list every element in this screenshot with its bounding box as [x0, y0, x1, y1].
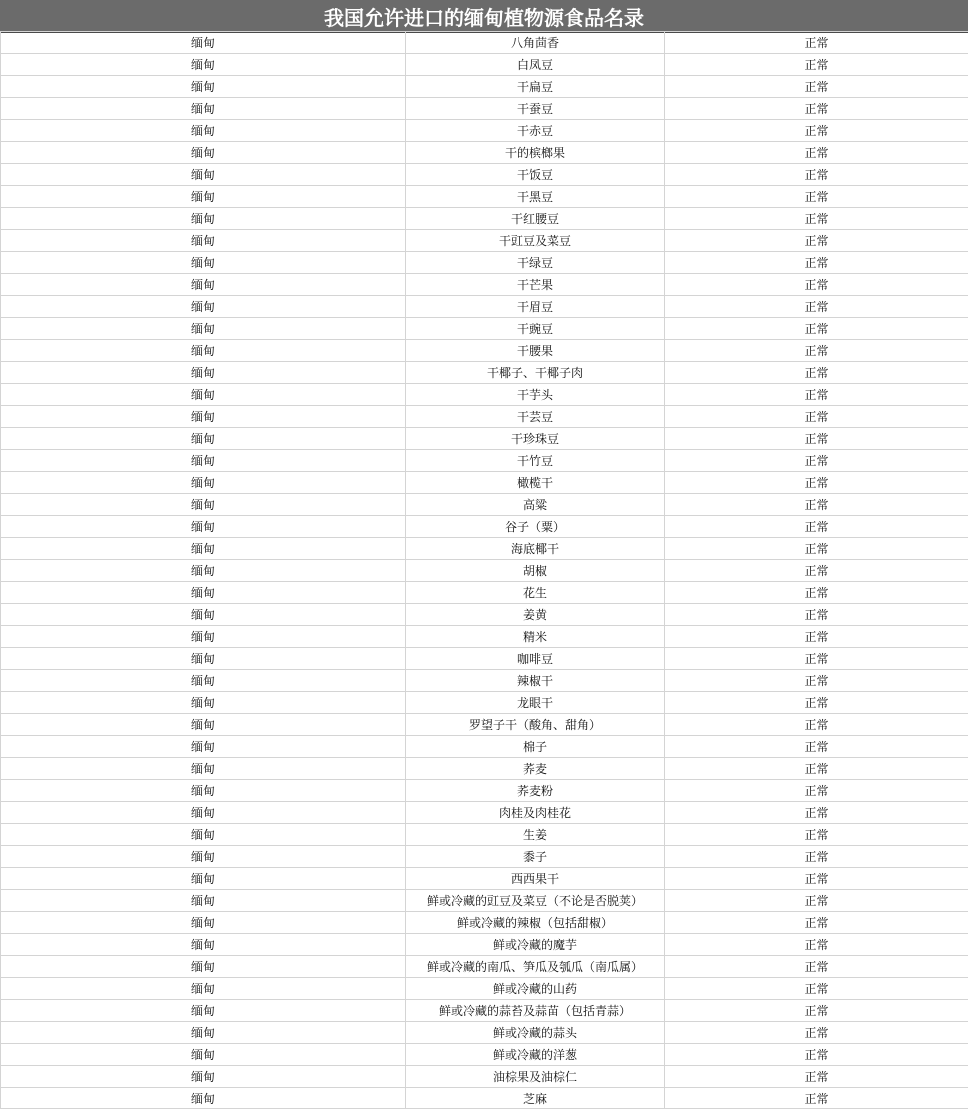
cell-country[interactable]: 缅甸 [1, 670, 406, 692]
cell-product[interactable]: 八角茴香 [406, 32, 665, 54]
cell-country[interactable]: 缅甸 [1, 164, 406, 186]
cell-product[interactable]: 姜黄 [406, 604, 665, 626]
cell-status[interactable]: 正常 [665, 296, 968, 318]
table-row [1, 670, 968, 692]
cell-status[interactable]: 正常 [665, 54, 968, 76]
food-list-table [0, 31, 968, 1109]
cell-country[interactable]: 缅甸 [1, 714, 406, 736]
cell-status[interactable]: 正常 [665, 648, 968, 670]
table-title: 我国允许进口的缅甸植物源食品名录 [0, 0, 968, 33]
cell-status[interactable]: 正常 [665, 516, 968, 538]
cell-country[interactable]: 缅甸 [1, 1044, 406, 1066]
cell-product[interactable]: 芝麻 [406, 1088, 665, 1109]
cell-product[interactable]: 辣椒干 [406, 670, 665, 692]
cell-status[interactable]: 正常 [665, 736, 968, 758]
cell-country[interactable]: 缅甸 [1, 318, 406, 340]
cell-status[interactable]: 正常 [665, 32, 968, 54]
cell-product[interactable]: 干豇豆及菜豆 [406, 230, 665, 252]
table-row [1, 626, 968, 648]
table-row [1, 164, 968, 186]
cell-status[interactable]: 正常 [665, 1044, 968, 1066]
cell-status[interactable]: 正常 [665, 560, 968, 582]
table-row [1, 296, 968, 318]
cell-product[interactable]: 鲜或冷藏的洋葱 [406, 1044, 665, 1066]
cell-status[interactable]: 正常 [665, 956, 968, 978]
cell-product[interactable]: 干赤豆 [406, 120, 665, 142]
cell-product[interactable]: 干眉豆 [406, 296, 665, 318]
table-row [1, 384, 968, 406]
cell-status[interactable]: 正常 [665, 1022, 968, 1044]
cell-product[interactable]: 海底椰干 [406, 538, 665, 560]
cell-country[interactable]: 缅甸 [1, 98, 406, 120]
cell-status[interactable]: 正常 [665, 76, 968, 98]
cell-country[interactable]: 缅甸 [1, 648, 406, 670]
table-row [1, 868, 968, 890]
cell-product[interactable]: 高粱 [406, 494, 665, 516]
table-row [1, 978, 968, 1000]
table-row [1, 604, 968, 626]
cell-status[interactable]: 正常 [665, 868, 968, 890]
cell-status[interactable]: 正常 [665, 670, 968, 692]
cell-product[interactable]: 棉子 [406, 736, 665, 758]
cell-country[interactable]: 缅甸 [1, 1022, 406, 1044]
cell-country[interactable]: 缅甸 [1, 120, 406, 142]
cell-status[interactable]: 正常 [665, 626, 968, 648]
cell-status[interactable]: 正常 [665, 824, 968, 846]
table-row [1, 934, 968, 956]
table-row [1, 318, 968, 340]
table-row [1, 1066, 968, 1088]
cell-status[interactable]: 正常 [665, 912, 968, 934]
table-row [1, 252, 968, 274]
cell-status[interactable]: 正常 [665, 164, 968, 186]
table-row [1, 714, 968, 736]
cell-status[interactable]: 正常 [665, 120, 968, 142]
cell-status[interactable]: 正常 [665, 252, 968, 274]
table-row [1, 274, 968, 296]
cell-country[interactable]: 缅甸 [1, 142, 406, 164]
cell-country[interactable]: 缅甸 [1, 450, 406, 472]
table-row [1, 230, 968, 252]
cell-country[interactable]: 缅甸 [1, 76, 406, 98]
cell-country[interactable]: 缅甸 [1, 934, 406, 956]
cell-country[interactable]: 缅甸 [1, 208, 406, 230]
table-row [1, 692, 968, 714]
table-row [1, 648, 968, 670]
table-row [1, 54, 968, 76]
cell-country[interactable]: 缅甸 [1, 252, 406, 274]
cell-country[interactable]: 缅甸 [1, 186, 406, 208]
cell-product[interactable]: 罗望子干（酸角、甜角） [406, 714, 665, 736]
cell-product[interactable]: 鲜或冷藏的蒜苔及蒜苗（包括青蒜） [406, 1000, 665, 1022]
cell-status[interactable]: 正常 [665, 428, 968, 450]
table-row [1, 494, 968, 516]
table-row [1, 362, 968, 384]
cell-country[interactable]: 缅甸 [1, 956, 406, 978]
cell-country[interactable]: 缅甸 [1, 516, 406, 538]
cell-country[interactable]: 缅甸 [1, 54, 406, 76]
cell-country[interactable]: 缅甸 [1, 274, 406, 296]
cell-status[interactable]: 正常 [665, 98, 968, 120]
table-row [1, 890, 968, 912]
cell-product[interactable]: 鲜或冷藏的南瓜、笋瓜及瓠瓜（南瓜属） [406, 956, 665, 978]
table-row [1, 538, 968, 560]
cell-country[interactable]: 缅甸 [1, 868, 406, 890]
cell-status[interactable]: 正常 [665, 934, 968, 956]
cell-status[interactable]: 正常 [665, 384, 968, 406]
cell-country[interactable]: 缅甸 [1, 912, 406, 934]
cell-status[interactable]: 正常 [665, 890, 968, 912]
table-row [1, 824, 968, 846]
cell-product[interactable]: 干腰果 [406, 340, 665, 362]
table-row [1, 406, 968, 428]
cell-status[interactable]: 正常 [665, 186, 968, 208]
table-row [1, 516, 968, 538]
table-row [1, 956, 968, 978]
cell-status[interactable]: 正常 [665, 802, 968, 824]
table-row [1, 208, 968, 230]
cell-status[interactable]: 正常 [665, 406, 968, 428]
cell-country[interactable]: 缅甸 [1, 538, 406, 560]
cell-product[interactable]: 干珍珠豆 [406, 428, 665, 450]
table-row [1, 1000, 968, 1022]
cell-country[interactable]: 缅甸 [1, 582, 406, 604]
cell-country[interactable]: 缅甸 [1, 560, 406, 582]
cell-country[interactable]: 缅甸 [1, 296, 406, 318]
cell-product[interactable]: 干豌豆 [406, 318, 665, 340]
table-row [1, 76, 968, 98]
cell-status[interactable]: 正常 [665, 340, 968, 362]
cell-product[interactable]: 胡椒 [406, 560, 665, 582]
cell-product[interactable]: 油棕果及油棕仁 [406, 1066, 665, 1088]
cell-country[interactable]: 缅甸 [1, 846, 406, 868]
cell-country[interactable]: 缅甸 [1, 494, 406, 516]
cell-product[interactable]: 干饭豆 [406, 164, 665, 186]
table-row [1, 582, 968, 604]
cell-status[interactable]: 正常 [665, 604, 968, 626]
table-row [1, 846, 968, 868]
cell-country[interactable]: 缅甸 [1, 604, 406, 626]
table-row [1, 32, 968, 54]
cell-status[interactable]: 正常 [665, 1088, 968, 1109]
cell-product[interactable]: 谷子（粟） [406, 516, 665, 538]
cell-product[interactable]: 咖啡豆 [406, 648, 665, 670]
cell-product[interactable]: 干黑豆 [406, 186, 665, 208]
table-row [1, 802, 968, 824]
cell-status[interactable]: 正常 [665, 1066, 968, 1088]
cell-country[interactable]: 缅甸 [1, 230, 406, 252]
cell-product[interactable]: 干扁豆 [406, 76, 665, 98]
table-row [1, 98, 968, 120]
cell-product[interactable]: 荞麦粉 [406, 780, 665, 802]
cell-product[interactable]: 黍子 [406, 846, 665, 868]
cell-status[interactable]: 正常 [665, 230, 968, 252]
table-row [1, 450, 968, 472]
cell-product[interactable]: 干芸豆 [406, 406, 665, 428]
cell-country[interactable]: 缅甸 [1, 362, 406, 384]
table-row [1, 736, 968, 758]
cell-country[interactable]: 缅甸 [1, 824, 406, 846]
cell-product[interactable]: 西西果干 [406, 868, 665, 890]
cell-status[interactable]: 正常 [665, 538, 968, 560]
cell-country[interactable]: 缅甸 [1, 780, 406, 802]
cell-status[interactable]: 正常 [665, 978, 968, 1000]
cell-status[interactable]: 正常 [665, 714, 968, 736]
cell-status[interactable]: 正常 [665, 362, 968, 384]
cell-country[interactable]: 缅甸 [1, 758, 406, 780]
cell-product[interactable]: 橄榄干 [406, 472, 665, 494]
cell-country[interactable]: 缅甸 [1, 472, 406, 494]
cell-country[interactable]: 缅甸 [1, 626, 406, 648]
cell-status[interactable]: 正常 [665, 472, 968, 494]
table-row [1, 428, 968, 450]
cell-product[interactable]: 肉桂及肉桂花 [406, 802, 665, 824]
cell-product[interactable]: 干椰子、干椰子肉 [406, 362, 665, 384]
cell-product[interactable]: 干芋头 [406, 384, 665, 406]
cell-status[interactable]: 正常 [665, 758, 968, 780]
cell-product[interactable]: 鲜或冷藏的辣椒（包括甜椒） [406, 912, 665, 934]
cell-country[interactable]: 缅甸 [1, 978, 406, 1000]
cell-product[interactable]: 荞麦 [406, 758, 665, 780]
table-row [1, 1044, 968, 1066]
cell-product[interactable]: 干绿豆 [406, 252, 665, 274]
table-row [1, 758, 968, 780]
cell-status[interactable]: 正常 [665, 494, 968, 516]
table-row [1, 1088, 968, 1109]
cell-product[interactable]: 鲜或冷藏的山药 [406, 978, 665, 1000]
cell-country[interactable]: 缅甸 [1, 1000, 406, 1022]
table-row [1, 340, 968, 362]
cell-country[interactable]: 缅甸 [1, 1066, 406, 1088]
cell-country[interactable]: 缅甸 [1, 890, 406, 912]
table-row [1, 472, 968, 494]
cell-country[interactable]: 缅甸 [1, 384, 406, 406]
cell-product[interactable]: 生姜 [406, 824, 665, 846]
cell-product[interactable]: 精米 [406, 626, 665, 648]
cell-status[interactable]: 正常 [665, 692, 968, 714]
cell-product[interactable]: 干的槟榔果 [406, 142, 665, 164]
cell-country[interactable]: 缅甸 [1, 736, 406, 758]
cell-product[interactable]: 干竹豆 [406, 450, 665, 472]
cell-product[interactable]: 鲜或冷藏的豇豆及菜豆（不论是否脱荚） [406, 890, 665, 912]
cell-country[interactable]: 缅甸 [1, 32, 406, 54]
table-row [1, 120, 968, 142]
cell-product[interactable]: 干蚕豆 [406, 98, 665, 120]
cell-status[interactable]: 正常 [665, 274, 968, 296]
cell-status[interactable]: 正常 [665, 318, 968, 340]
cell-status[interactable]: 正常 [665, 846, 968, 868]
cell-country[interactable]: 缅甸 [1, 1088, 406, 1109]
table-row [1, 780, 968, 802]
cell-product[interactable]: 干红腰豆 [406, 208, 665, 230]
cell-product[interactable]: 鲜或冷藏的蒜头 [406, 1022, 665, 1044]
cell-country[interactable]: 缅甸 [1, 692, 406, 714]
cell-status[interactable]: 正常 [665, 208, 968, 230]
cell-product[interactable]: 干芒果 [406, 274, 665, 296]
cell-product[interactable]: 花生 [406, 582, 665, 604]
table-row [1, 912, 968, 934]
cell-status[interactable]: 正常 [665, 582, 968, 604]
cell-status[interactable]: 正常 [665, 142, 968, 164]
cell-product[interactable]: 鲜或冷藏的魔芋 [406, 934, 665, 956]
table-body [1, 32, 968, 1109]
cell-status[interactable]: 正常 [665, 1000, 968, 1022]
cell-country[interactable]: 缅甸 [1, 340, 406, 362]
table-row [1, 1022, 968, 1044]
cell-status[interactable]: 正常 [665, 450, 968, 472]
cell-status[interactable]: 正常 [665, 780, 968, 802]
cell-country[interactable]: 缅甸 [1, 428, 406, 450]
cell-product[interactable]: 白凤豆 [406, 54, 665, 76]
table-row [1, 142, 968, 164]
cell-country[interactable]: 缅甸 [1, 406, 406, 428]
table-row [1, 186, 968, 208]
cell-product[interactable]: 龙眼干 [406, 692, 665, 714]
cell-country[interactable]: 缅甸 [1, 802, 406, 824]
table-row [1, 560, 968, 582]
